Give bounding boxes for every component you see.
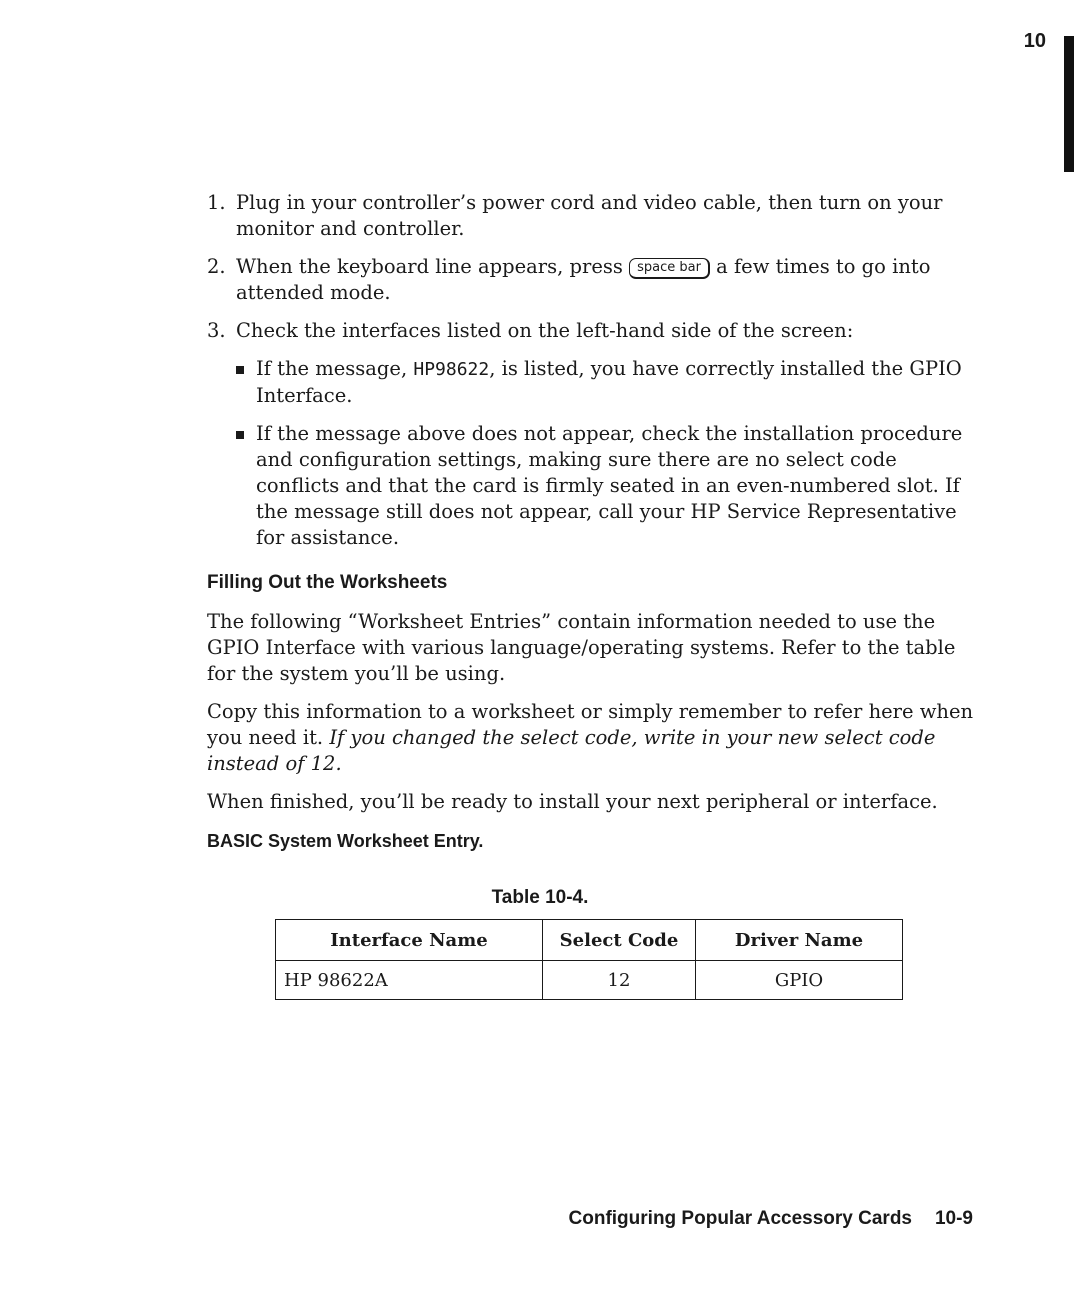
step-text: Plug in your controller’s power cord and video cable, then turn on your monitor and controller. [236,191,943,240]
list-item [236,421,977,551]
list-item [236,356,977,409]
steps-list [207,190,977,551]
list-item [207,190,977,242]
space-bar-key-icon: space bar [629,258,710,279]
bullet-text: If the message, [256,357,408,380]
chapter-tab-bar [1064,36,1074,172]
column-header: Driver Name [696,920,903,961]
bullet-list [236,356,977,551]
square-bullet-icon [236,366,244,374]
page-number: 10-9 [934,1208,973,1229]
table-row [276,961,903,1000]
worksheet-table [275,919,903,1000]
list-item [207,254,977,306]
table-cell: 12 [543,961,696,1000]
paragraph [207,699,977,777]
paragraph-italic-text: If you changed the select code, write in your new select code instead of 12. [207,726,936,775]
table-cell: GPIO [696,961,903,1000]
paragraph-text: Copy this information to a worksheet or simply remember to refer here when you need it. [207,700,974,749]
square-bullet-icon [236,431,244,439]
paragraph: The following “Worksheet Entries” contain information needed to use the GPIO Interface with various language/operating systems. Refer to the table for the system you’ll be using. [207,610,956,685]
column-header: Select Code [543,920,696,961]
chapter-number: 10 [1023,30,1046,52]
message-code: HP98622 [413,359,490,380]
footer-title: Configuring Popular Accessory Cards [568,1208,912,1229]
step-number: 1. [207,191,226,214]
table-caption: Table 10-4. [491,887,589,908]
step-number: 2. [207,255,226,278]
step-number: 3. [207,319,226,342]
table-cell: HP 98622A [276,961,543,1000]
page-body [207,190,977,853]
bullet-text: If the message above does not appear, check the installation procedure and configuration settings, making sure there are no select code conflicts and that the card is firmly seated in an even-numbered slot. If the message still does not appear, call your HP Service Representative for assistance. [256,422,963,549]
step-text: Check the interfaces listed on the left-hand side of the screen: [236,319,854,342]
section-heading: Filling Out the Worksheets [207,572,448,593]
subsection-heading: BASIC System Worksheet Entry. [207,831,484,851]
step-text: When the keyboard line appears, press [236,255,623,278]
list-item [207,318,977,551]
paragraph: When finished, you’ll be ready to install your next peripheral or interface. [207,790,938,813]
column-header: Interface Name [276,920,543,961]
bullet-text: , is listed, you have correctly installed the GPIO Interface. [256,357,962,407]
step-text: a few times to go into attended mode. [236,255,931,304]
table-header-row [276,920,903,961]
